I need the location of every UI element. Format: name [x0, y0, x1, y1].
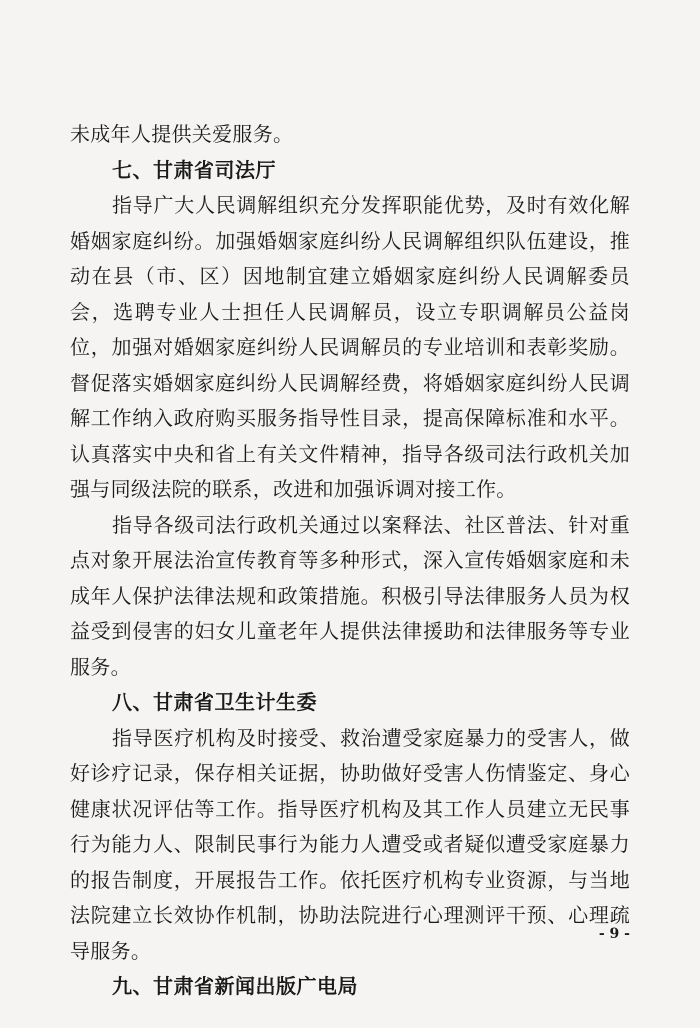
- document-body: [70, 117, 630, 1005]
- section-heading-9: 九、甘肃省新闻出版广电局: [112, 974, 358, 998]
- paragraph-health-1: 指导医疗机构及时接受、救治遭受家庭暴力的受害人，做好诊疗记录，保存相关证据，协助做好受害人伤情鉴定、身心健康状况评估等工作。指导医疗机构及其工作人员建立无民事行为能力人、限制民事行为能力人遭受或者疑似遭受家庭暴力的报告制度，开展报告工作。依托医疗机构专业资源，与当地法院建立长效协作机制，协助法院进行心理测评干预、心理疏导服务。: [70, 725, 630, 963]
- section-heading-7: 七、甘肃省司法厅: [112, 157, 276, 182]
- section-heading-8: 八、甘肃省卫生计生委: [112, 690, 317, 714]
- paragraph-justice-2: 指导各级司法行政机关通过以案释法、社区普法、针对重点对象开展法治宣传教育等多种形式，深入宣传婚姻家庭和未成年人保护法律法规和政策措施。积极引导法律服务人员为权益受到侵害的妇女儿童老年人提供法律援助和法律服务等专业服务。: [70, 512, 630, 679]
- paragraph-justice-1: 指导广大人民调解组织充分发挥职能优势，及时有效化解婚姻家庭纠纷。加强婚姻家庭纠纷人民调解组织队伍建设，推动在县（市、区）因地制宜建立婚姻家庭纠纷人民调解委员会，选聘专业人士担任人民调解员，设立专职调解员公益岗位，加强对婚姻家庭纠纷人民调解员的专业培训和表彰奖励。督促落实婚姻家庭纠纷人民调解经费，将婚姻家庭纠纷人民调解工作纳入政府购买服务指导性目录，提高保障标准和水平。认真落实中央和省上有关文件精神，指导各级司法行政机关加强与同级法院的联系，改进和加强诉调对接工作。: [70, 193, 630, 501]
- paragraph-continuation: 未成年人提供关爱服务。: [70, 122, 294, 146]
- page-number: - 9 -: [598, 926, 630, 942]
